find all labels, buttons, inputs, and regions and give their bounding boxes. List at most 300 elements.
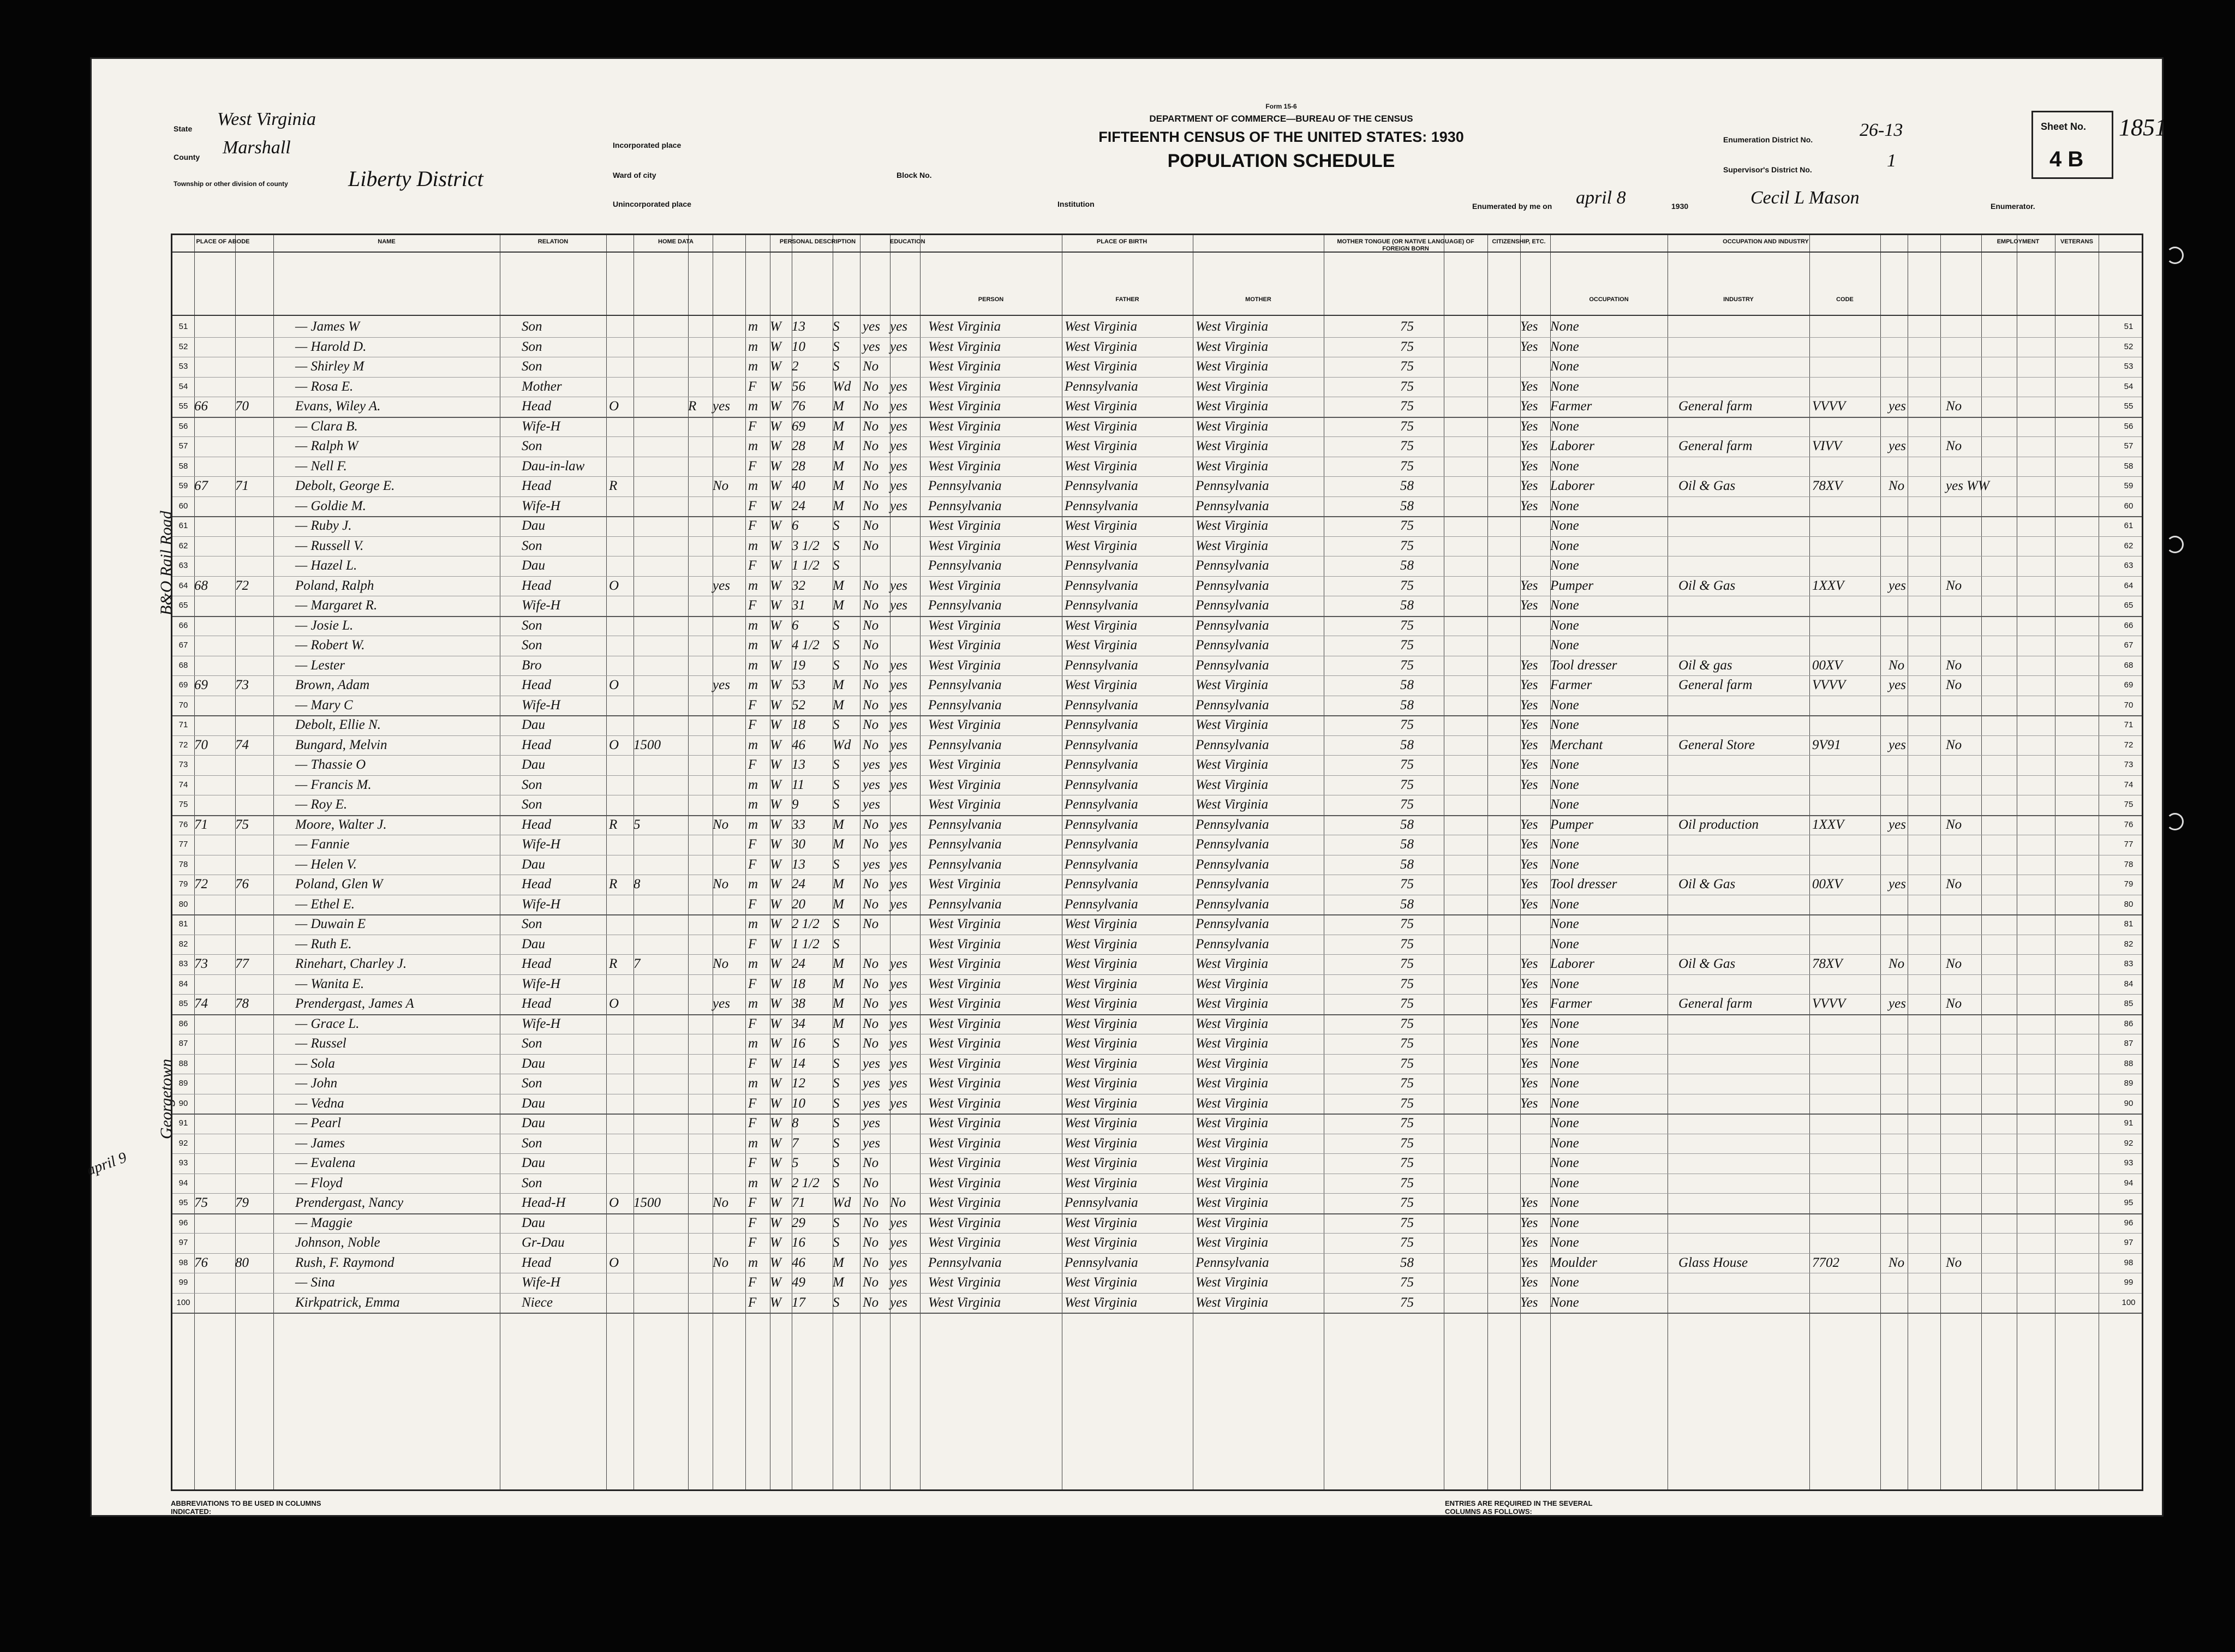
- row-cell-fb: Pennsylvania: [1065, 697, 1138, 713]
- row-cell-mb: West Virginia: [1196, 996, 1269, 1011]
- row-cell-fb: Pennsylvania: [1065, 896, 1138, 912]
- row-cell-mb: West Virginia: [1196, 339, 1269, 354]
- stamp-number: 1851: [2119, 114, 2167, 141]
- row-cell-age: 12: [792, 1076, 805, 1091]
- row-cell-name: — James W: [295, 319, 360, 334]
- row-cell-english: Yes: [1520, 976, 1538, 991]
- subcolumn-occ-occupation: OCCUPATION: [1589, 296, 1629, 303]
- line-number: 82: [178, 939, 188, 949]
- row-cell-fb: Pennsylvania: [1065, 1255, 1138, 1270]
- row-cell-race: W: [770, 458, 781, 474]
- row-cell-name: Prendergast, James A: [295, 996, 414, 1011]
- row-cell-age: 34: [792, 1016, 805, 1031]
- grid-column-line: [1809, 235, 1810, 1489]
- row-cell-sex: F: [748, 1295, 757, 1310]
- row-cell-code: 75: [1400, 339, 1414, 354]
- line-number-right: 63: [2124, 561, 2134, 570]
- row-cell-mb: West Virginia: [1196, 1235, 1269, 1250]
- row-cell-marital: M: [833, 439, 844, 453]
- row-cell-rel: Dau: [522, 1116, 546, 1130]
- column-group-personal: PERSONAL DESCRIPTION: [779, 238, 856, 245]
- row-cell-mb: Pennsylvania: [1196, 936, 1269, 951]
- row-cell-radio: R: [688, 399, 697, 414]
- line-number: 90: [178, 1098, 188, 1108]
- row-cell-code: 75: [1400, 439, 1414, 453]
- row-cell-ind: Oil & Gas: [1678, 578, 1736, 593]
- row-cell-rel: Wife-H: [522, 1275, 560, 1290]
- row-cell-marital: S: [833, 757, 840, 772]
- row-cell-ind: Oil & Gas: [1678, 956, 1736, 971]
- row-cell-name: — Roy E.: [295, 797, 348, 812]
- row-cell-occ: None: [1550, 837, 1579, 852]
- row-cell-read: yes: [890, 498, 907, 513]
- row-cell-name: — Goldie M.: [295, 498, 366, 513]
- row-cell-sex: F: [748, 1016, 757, 1031]
- row-cell-english: Yes: [1520, 578, 1538, 593]
- row-cell-occ: None: [1550, 1036, 1579, 1051]
- line-number-right: 55: [2124, 402, 2134, 411]
- row-cell-race: W: [770, 1056, 781, 1071]
- line-number-right: 75: [2124, 800, 2134, 809]
- row-cell-mb: West Virginia: [1196, 1016, 1269, 1031]
- row-cell-occ: None: [1550, 1096, 1579, 1111]
- row-cell-sex: F: [748, 379, 757, 394]
- row-cell-code: 58: [1400, 478, 1414, 493]
- row-cell-school: yes: [863, 1096, 880, 1111]
- row-cell-occ: None: [1550, 518, 1579, 533]
- row-cell-occ: None: [1550, 339, 1579, 354]
- row-cell-vet: No: [1946, 657, 1962, 673]
- row-cell-code: 75: [1400, 1056, 1414, 1071]
- row-cell-rel: Dau: [522, 1056, 546, 1071]
- row-cell-tenure: O: [609, 578, 619, 593]
- row-cell-name: Moore, Walter J.: [295, 817, 387, 832]
- row-cell-marital: M: [833, 976, 844, 991]
- ed-label: Enumeration District No.: [1723, 135, 1813, 144]
- line-number-right: 56: [2124, 421, 2134, 431]
- row-cell-pb: West Virginia: [928, 956, 1001, 971]
- row-cell-school: No: [863, 359, 879, 374]
- row-cell-school: No: [863, 1156, 879, 1170]
- row-cell-marital: S: [833, 319, 840, 334]
- row-cell-fb: West Virginia: [1065, 319, 1138, 334]
- row-cell-pb: West Virginia: [928, 1275, 1001, 1290]
- line-number: 70: [178, 700, 188, 710]
- line-number-right: 92: [2124, 1138, 2134, 1148]
- row-cell-pb: West Virginia: [928, 1076, 1001, 1091]
- row-cell-code: 75: [1400, 1275, 1414, 1290]
- row-cell-name: — Margaret R.: [295, 598, 378, 613]
- row-cell-fb: West Virginia: [1065, 936, 1138, 951]
- row-cell-code: 75: [1400, 399, 1414, 414]
- row-cell-occcode: VVVV: [1812, 996, 1846, 1011]
- row-cell-school: yes: [863, 339, 880, 354]
- row-cell-marital: M: [833, 399, 844, 414]
- row-cell-marital: Wd: [833, 1195, 851, 1210]
- row-cell-fb: Pennsylvania: [1065, 1195, 1138, 1210]
- row-cell-name: — Grace L.: [295, 1016, 360, 1031]
- line-number: 72: [178, 740, 188, 750]
- row-cell-pb: West Virginia: [928, 399, 1001, 414]
- row-cell-fb: Pennsylvania: [1065, 379, 1138, 394]
- enumerated-date: april 8: [1576, 188, 1626, 208]
- row-cell-age: 33: [792, 817, 805, 832]
- row-cell-age: 8: [792, 1116, 799, 1130]
- row-cell-fb: West Virginia: [1065, 359, 1138, 374]
- row-cell-vet: No: [1946, 956, 1962, 971]
- row-cell-rel: Dau: [522, 1156, 546, 1170]
- row-cell-work: yes: [1889, 817, 1906, 832]
- row-cell-read: yes: [890, 1056, 907, 1071]
- row-cell-pb: West Virginia: [928, 1156, 1001, 1170]
- row-cell-sex: m: [748, 538, 758, 553]
- row-cell-english: Yes: [1520, 339, 1538, 354]
- row-cell-sex: F: [748, 518, 757, 533]
- row-cell-marital: S: [833, 1295, 840, 1310]
- row-cell-occ: None: [1550, 1175, 1579, 1190]
- row-cell-pb: West Virginia: [928, 1056, 1001, 1071]
- row-cell-tenure: R: [609, 817, 618, 832]
- row-cell-mb: West Virginia: [1196, 777, 1269, 792]
- row-cell-ind: Oil & gas: [1678, 657, 1732, 673]
- line-number-right: 57: [2124, 441, 2134, 451]
- row-cell-code: 58: [1400, 498, 1414, 513]
- row-cell-fb: Pennsylvania: [1065, 578, 1138, 593]
- row-cell-school: No: [863, 817, 879, 832]
- row-cell-farm: No: [713, 817, 729, 832]
- row-cell-marital: M: [833, 896, 844, 912]
- row-cell-read: yes: [890, 837, 907, 852]
- row-cell-read: yes: [890, 857, 907, 872]
- row-cell-mb: West Virginia: [1196, 1096, 1269, 1111]
- row-cell-farm: yes: [713, 578, 730, 593]
- row-cell-race: W: [770, 896, 781, 912]
- row-cell-age: 46: [792, 737, 805, 752]
- margin-railroad: B&O Rail Road: [157, 511, 175, 615]
- row-cell-mb: West Virginia: [1196, 1195, 1269, 1210]
- row-cell-pb: West Virginia: [928, 797, 1001, 812]
- line-number-right: 78: [2124, 859, 2134, 869]
- row-cell-race: W: [770, 1116, 781, 1130]
- row-cell-english: Yes: [1520, 717, 1538, 732]
- row-cell-rel: Wife-H: [522, 976, 560, 991]
- row-cell-vet: No: [1946, 737, 1962, 752]
- line-number: 93: [178, 1158, 188, 1168]
- row-cell-name: — Francis M.: [295, 777, 372, 792]
- row-cell-pb: Pennsylvania: [928, 837, 1002, 852]
- line-number-right: 64: [2124, 580, 2134, 590]
- township-value: Liberty District: [348, 166, 483, 191]
- row-cell-race: W: [770, 877, 781, 891]
- row-cell-occ: None: [1550, 1275, 1579, 1290]
- row-cell-school: yes: [863, 319, 880, 334]
- row-cell-tenure: R: [609, 956, 618, 971]
- row-cell-ind: General Store: [1678, 737, 1755, 752]
- row-cell-pb: West Virginia: [928, 917, 1001, 931]
- row-cell-sex: m: [748, 1036, 758, 1051]
- row-cell-race: W: [770, 1156, 781, 1170]
- row-cell-read: yes: [890, 1016, 907, 1031]
- row-cell-read: yes: [890, 1096, 907, 1111]
- row-cell-age: 6: [792, 618, 799, 633]
- row-cell-marital: S: [833, 558, 840, 573]
- row-cell-name: — Clara B.: [295, 418, 358, 434]
- row-cell-marital: M: [833, 1016, 844, 1031]
- row-cell-age: 2 1/2: [792, 1175, 820, 1190]
- row-cell-marital: M: [833, 817, 844, 832]
- row-cell-english: Yes: [1520, 439, 1538, 453]
- row-cell-occcode: 9V91: [1812, 737, 1841, 752]
- row-cell-work: No: [1889, 1255, 1905, 1270]
- row-cell-occ: Farmer: [1550, 678, 1592, 692]
- column-group-home: HOME DATA: [658, 238, 694, 245]
- row-cell-dwelling: 68: [194, 578, 208, 593]
- row-cell-occ: None: [1550, 857, 1579, 872]
- row-cell-name: — Duwain E: [295, 917, 366, 931]
- row-cell-rel: Son: [522, 1036, 542, 1051]
- row-cell-read: yes: [890, 478, 907, 493]
- row-cell-age: 71: [792, 1195, 805, 1210]
- row-cell-occ: None: [1550, 757, 1579, 772]
- row-cell-value: 5: [634, 817, 641, 832]
- row-cell-pb: West Virginia: [928, 538, 1001, 553]
- row-cell-age: 29: [792, 1215, 805, 1230]
- row-cell-fb: West Virginia: [1065, 538, 1138, 553]
- row-cell-rel: Wife-H: [522, 896, 560, 912]
- row-cell-dwelling: 67: [194, 478, 208, 493]
- column-group-abode: PLACE OF ABODE: [196, 238, 250, 245]
- row-cell-race: W: [770, 917, 781, 931]
- row-cell-value: 1500: [634, 1195, 661, 1210]
- row-cell-pb: West Virginia: [928, 359, 1001, 374]
- row-cell-fb: Pennsylvania: [1065, 498, 1138, 513]
- row-cell-rel: Dau: [522, 518, 546, 533]
- row-cell-farm: No: [713, 877, 729, 891]
- row-cell-pb: West Virginia: [928, 638, 1001, 653]
- column-group-name: NAME: [378, 238, 396, 245]
- row-cell-marital: M: [833, 498, 844, 513]
- row-cell-pb: West Virginia: [928, 439, 1001, 453]
- row-cell-school: No: [863, 498, 879, 513]
- row-cell-race: W: [770, 857, 781, 872]
- line-number-right: 53: [2124, 362, 2134, 371]
- row-cell-code: 75: [1400, 1295, 1414, 1310]
- row-cell-mb: West Virginia: [1196, 956, 1269, 971]
- line-number-right: 98: [2124, 1258, 2134, 1267]
- row-cell-rel: Son: [522, 638, 542, 653]
- row-cell-rel: Wife-H: [522, 1016, 560, 1031]
- row-cell-english: Yes: [1520, 1096, 1538, 1111]
- row-cell-occ: None: [1550, 1156, 1579, 1170]
- row-cell-english: Yes: [1520, 319, 1538, 334]
- line-number-right: 76: [2124, 819, 2134, 829]
- row-cell-sex: F: [748, 857, 757, 872]
- row-cell-name: — Vedna: [295, 1096, 344, 1111]
- row-cell-fb: Pennsylvania: [1065, 478, 1138, 493]
- row-cell-occcode: 1XXV: [1812, 578, 1844, 593]
- row-cell-code: 75: [1400, 1195, 1414, 1210]
- row-cell-fb: Pennsylvania: [1065, 877, 1138, 891]
- row-cell-work: yes: [1889, 996, 1906, 1011]
- row-cell-rel: Son: [522, 1135, 542, 1151]
- row-cell-occ: Moulder: [1550, 1255, 1598, 1270]
- row-cell-race: W: [770, 1036, 781, 1051]
- row-cell-rel: Dau: [522, 757, 546, 772]
- subcolumn-birth-mother: MOTHER: [1245, 296, 1271, 303]
- row-cell-race: W: [770, 399, 781, 414]
- row-cell-mb: Pennsylvania: [1196, 857, 1269, 872]
- line-number-right: 65: [2124, 601, 2134, 610]
- census-title: FIFTEENTH CENSUS OF THE UNITED STATES: 1930: [1098, 129, 1464, 145]
- row-cell-pb: West Virginia: [928, 319, 1001, 334]
- enumerator-label: Enumerator.: [1991, 202, 2035, 211]
- ed-value: 26-13: [1860, 120, 1903, 140]
- row-cell-sex: m: [748, 399, 758, 414]
- row-cell-mb: Pennsylvania: [1196, 837, 1269, 852]
- row-cell-fb: Pennsylvania: [1065, 857, 1138, 872]
- row-cell-age: 1 1/2: [792, 558, 820, 573]
- row-cell-tenure: O: [609, 1195, 619, 1210]
- line-number-right: 93: [2124, 1158, 2134, 1168]
- row-cell-marital: S: [833, 1156, 840, 1170]
- row-cell-family: 78: [235, 996, 249, 1011]
- row-cell-school: yes: [863, 757, 880, 772]
- row-cell-english: Yes: [1520, 1036, 1538, 1051]
- row-cell-ind: General farm: [1678, 678, 1753, 692]
- line-number-right: 74: [2124, 780, 2134, 789]
- row-cell-family: 75: [235, 817, 249, 832]
- row-cell-race: W: [770, 1255, 781, 1270]
- row-cell-age: 13: [792, 757, 805, 772]
- row-cell-vet: No: [1946, 578, 1962, 593]
- line-number: 77: [178, 840, 188, 849]
- row-cell-occ: None: [1550, 319, 1579, 334]
- row-cell-mb: Pennsylvania: [1196, 578, 1269, 593]
- row-cell-marital: S: [833, 638, 840, 653]
- row-cell-school: No: [863, 458, 879, 474]
- line-number: 89: [178, 1079, 188, 1088]
- row-cell-occcode: 1XXV: [1812, 817, 1844, 832]
- line-number-right: 100: [2122, 1297, 2136, 1307]
- row-cell-code: 75: [1400, 638, 1414, 653]
- row-cell-sex: m: [748, 618, 758, 633]
- row-cell-fb: Pennsylvania: [1065, 797, 1138, 812]
- line-number-right: 79: [2124, 879, 2134, 889]
- row-cell-tenure: R: [609, 877, 618, 891]
- line-number: 85: [178, 999, 188, 1008]
- row-cell-english: Yes: [1520, 1195, 1538, 1210]
- row-cell-marital: S: [833, 1056, 840, 1071]
- row-cell-mb: West Virginia: [1196, 678, 1269, 692]
- row-cell-pb: West Virginia: [928, 518, 1001, 533]
- row-cell-sex: m: [748, 1135, 758, 1151]
- row-cell-name: — James: [295, 1135, 345, 1151]
- row-cell-sex: F: [748, 1116, 757, 1130]
- row-cell-race: W: [770, 777, 781, 792]
- row-cell-code: 75: [1400, 797, 1414, 812]
- footer-abbrev-title: ABBREVIATIONS TO BE USED IN COLUMNS INDICATED:: [171, 1499, 321, 1516]
- row-cell-age: 46: [792, 1255, 805, 1270]
- row-cell-occcode: 7702: [1812, 1255, 1839, 1270]
- row-cell-farm: No: [713, 1255, 729, 1270]
- row-cell-name: — Thassie O: [295, 757, 366, 772]
- enumerated-year: 1930: [1671, 202, 1689, 211]
- row-cell-mb: West Virginia: [1196, 1076, 1269, 1091]
- row-cell-read: yes: [890, 339, 907, 354]
- row-cell-fb: Pennsylvania: [1065, 777, 1138, 792]
- line-number: 53: [178, 362, 188, 371]
- row-cell-marital: S: [833, 857, 840, 872]
- row-cell-occ: None: [1550, 1135, 1579, 1151]
- row-cell-age: 40: [792, 478, 805, 493]
- row-cell-read: yes: [890, 319, 907, 334]
- row-cell-school: No: [863, 717, 879, 732]
- row-cell-code: 75: [1400, 618, 1414, 633]
- row-cell-sex: m: [748, 439, 758, 453]
- line-number-right: 77: [2124, 840, 2134, 849]
- census-grid: [171, 234, 2143, 1491]
- row-cell-vet: No: [1946, 678, 1962, 692]
- row-cell-code: 75: [1400, 1016, 1414, 1031]
- row-cell-race: W: [770, 737, 781, 752]
- row-cell-fb: West Virginia: [1065, 518, 1138, 533]
- row-cell-occ: Farmer: [1550, 996, 1592, 1011]
- row-cell-name: Debolt, Ellie N.: [295, 717, 381, 732]
- subcolumn-occ-industry: INDUSTRY: [1723, 296, 1754, 303]
- row-cell-mb: West Virginia: [1196, 1116, 1269, 1130]
- row-cell-occ: None: [1550, 1215, 1579, 1230]
- row-cell-marital: S: [833, 518, 840, 533]
- row-cell-pb: West Virginia: [928, 1016, 1001, 1031]
- row-cell-mb: West Virginia: [1196, 1056, 1269, 1071]
- line-number-right: 87: [2124, 1039, 2134, 1048]
- line-number-right: 70: [2124, 700, 2134, 710]
- subcolumn-birth-father: FATHER: [1115, 296, 1139, 303]
- row-cell-occ: None: [1550, 638, 1579, 653]
- row-cell-farm: yes: [713, 399, 730, 414]
- row-cell-fb: West Virginia: [1065, 1076, 1138, 1091]
- row-cell-rel: Dau-in-law: [522, 458, 585, 474]
- row-cell-rel: Dau: [522, 558, 546, 573]
- column-group-birth: PLACE OF BIRTH: [1096, 238, 1148, 245]
- row-cell-sex: m: [748, 657, 758, 673]
- row-cell-code: 75: [1400, 1215, 1414, 1230]
- row-cell-age: 10: [792, 339, 805, 354]
- row-cell-age: 3 1/2: [792, 538, 820, 553]
- row-cell-age: 6: [792, 518, 799, 533]
- row-cell-sex: m: [748, 1076, 758, 1091]
- row-cell-mb: Pennsylvania: [1196, 737, 1269, 752]
- row-cell-occ: Laborer: [1550, 478, 1595, 493]
- row-cell-family: 71: [235, 478, 249, 493]
- row-cell-work: yes: [1889, 578, 1906, 593]
- row-cell-vet: No: [1946, 877, 1962, 891]
- row-cell-work: yes: [1889, 678, 1906, 692]
- line-number: 67: [178, 641, 188, 650]
- row-cell-mb: Pennsylvania: [1196, 1255, 1269, 1270]
- row-cell-tenure: O: [609, 996, 619, 1011]
- row-cell-pb: West Virginia: [928, 1116, 1001, 1130]
- row-cell-dwelling: 73: [194, 956, 208, 971]
- row-cell-school: No: [863, 1195, 879, 1210]
- row-cell-school: yes: [863, 1116, 880, 1130]
- row-cell-school: No: [863, 996, 879, 1011]
- row-cell-occ: None: [1550, 1076, 1579, 1091]
- line-number-right: 91: [2124, 1118, 2134, 1128]
- row-cell-occ: Laborer: [1550, 956, 1595, 971]
- row-cell-occ: None: [1550, 896, 1579, 912]
- subcolumn-birth-person: PERSON: [978, 296, 1004, 303]
